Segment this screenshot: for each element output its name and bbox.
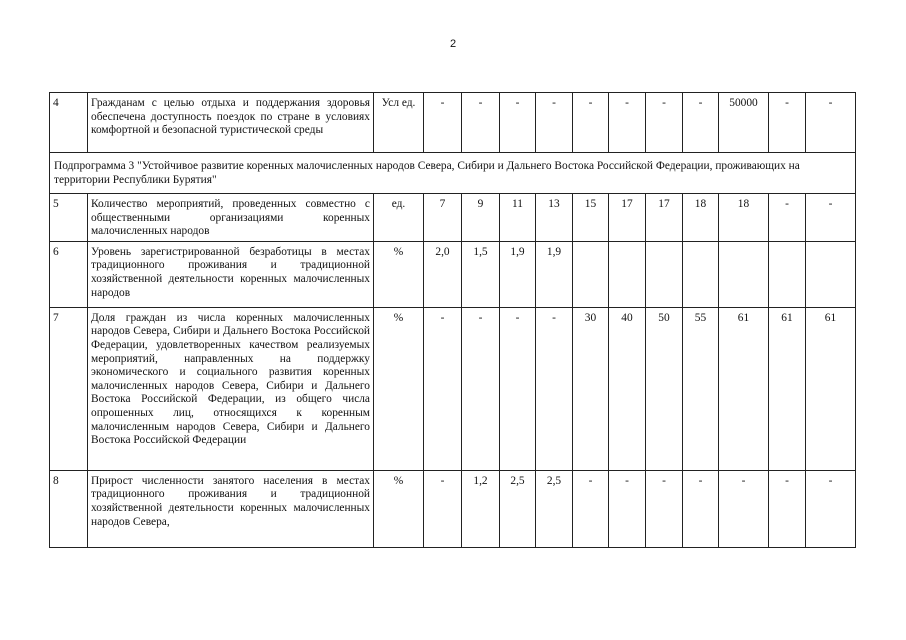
row-number: 6 [50, 241, 88, 307]
value-cell: 15 [573, 194, 609, 242]
indicator-name: Гражданам с целью отдыха и поддержания здоровья обеспечена доступность поездок по стране в условиях комфортной и безопасной туристической среды [88, 93, 374, 153]
row-number: 8 [50, 470, 88, 547]
value-cell: - [806, 470, 856, 547]
row-number: 7 [50, 307, 88, 470]
row-number: 5 [50, 194, 88, 242]
value-cell: 61 [719, 307, 769, 470]
value-cell: 61 [769, 307, 806, 470]
value-cell [769, 241, 806, 307]
value-cell: - [573, 93, 609, 153]
row-number: 4 [50, 93, 88, 153]
value-cell: 2,5 [536, 470, 573, 547]
value-cell: - [424, 93, 462, 153]
value-cell: 11 [500, 194, 536, 242]
value-cell [573, 241, 609, 307]
value-cell: - [536, 93, 573, 153]
value-cell: - [462, 307, 500, 470]
value-cell: 2,0 [424, 241, 462, 307]
value-cell: - [424, 307, 462, 470]
value-cell [719, 241, 769, 307]
value-cell: - [769, 470, 806, 547]
value-cell: - [609, 470, 646, 547]
value-cell [683, 241, 719, 307]
page-number: 2 [449, 38, 457, 50]
subprogram-title: Подпрограмма 3 "Устойчивое развитие коренных малочисленных народов Севера, Сибири и Дальнего Востока Российской Федерации, проживающих на территории Республики Бурятия" [50, 153, 856, 194]
value-cell: - [719, 470, 769, 547]
value-cell: - [646, 470, 683, 547]
value-cell: - [424, 470, 462, 547]
value-cell: - [500, 93, 536, 153]
unit-cell: Усл ед. [374, 93, 424, 153]
value-cell: 61 [806, 307, 856, 470]
value-cell: - [806, 93, 856, 153]
value-cell: - [683, 93, 719, 153]
value-cell: 30 [573, 307, 609, 470]
value-cell [609, 241, 646, 307]
table-row [50, 307, 856, 470]
value-cell: - [646, 93, 683, 153]
unit-cell: % [374, 241, 424, 307]
indicator-name: Количество мероприятий, проведенных совместно с общественными организациями коренных малочисленных народов [88, 194, 374, 242]
unit-cell: % [374, 470, 424, 547]
value-cell [806, 241, 856, 307]
value-cell: - [806, 194, 856, 242]
value-cell: 2,5 [500, 470, 536, 547]
value-cell: 55 [683, 307, 719, 470]
value-cell: 1,5 [462, 241, 500, 307]
value-cell: 9 [462, 194, 500, 242]
value-cell: 7 [424, 194, 462, 242]
value-cell: - [462, 93, 500, 153]
value-cell: 17 [609, 194, 646, 242]
value-cell: 13 [536, 194, 573, 242]
value-cell: 18 [683, 194, 719, 242]
value-cell: 40 [609, 307, 646, 470]
value-cell: - [683, 470, 719, 547]
table-row [50, 93, 856, 153]
value-cell: 18 [719, 194, 769, 242]
unit-cell: % [374, 307, 424, 470]
value-cell: 50 [646, 307, 683, 470]
value-cell: - [500, 307, 536, 470]
value-cell: - [609, 93, 646, 153]
value-cell: - [536, 307, 573, 470]
value-cell: - [573, 470, 609, 547]
subprogram-row [50, 153, 856, 194]
table-row [50, 194, 856, 242]
value-cell: 17 [646, 194, 683, 242]
value-cell: - [769, 93, 806, 153]
indicators-table [49, 92, 856, 548]
value-cell: - [769, 194, 806, 242]
unit-cell: ед. [374, 194, 424, 242]
indicator-name: Прирост численности занятого населения в местах традиционного проживания и традиционной хозяйственной деятельности коренных малочисленных народов Севера, [88, 470, 374, 547]
table-row [50, 241, 856, 307]
indicator-name: Доля граждан из числа коренных малочисленных народов Севера, Сибири и Дальнего Востока Российской Федерации, удовлетворенных качеством реализуемых мероприятий, направленных на поддержку экономического и социального развития коренных малочисленных народов Севера, Сибири и Дальнего Востока Российской Федерации, из общего числа опрошенных лиц, относящихся к коренным малочисленным народов Севера, Сибири и Дальнего Востока Российской Федерации [88, 307, 374, 470]
value-cell [646, 241, 683, 307]
table-row [50, 470, 856, 547]
indicator-name: Уровень зарегистрированной безработицы в местах традиционного проживания и традиционной хозяйственной деятельности коренных малочисленных народов [88, 241, 374, 307]
value-cell: 1,9 [536, 241, 573, 307]
value-cell: 50000 [719, 93, 769, 153]
value-cell: 1,2 [462, 470, 500, 547]
value-cell: 1,9 [500, 241, 536, 307]
